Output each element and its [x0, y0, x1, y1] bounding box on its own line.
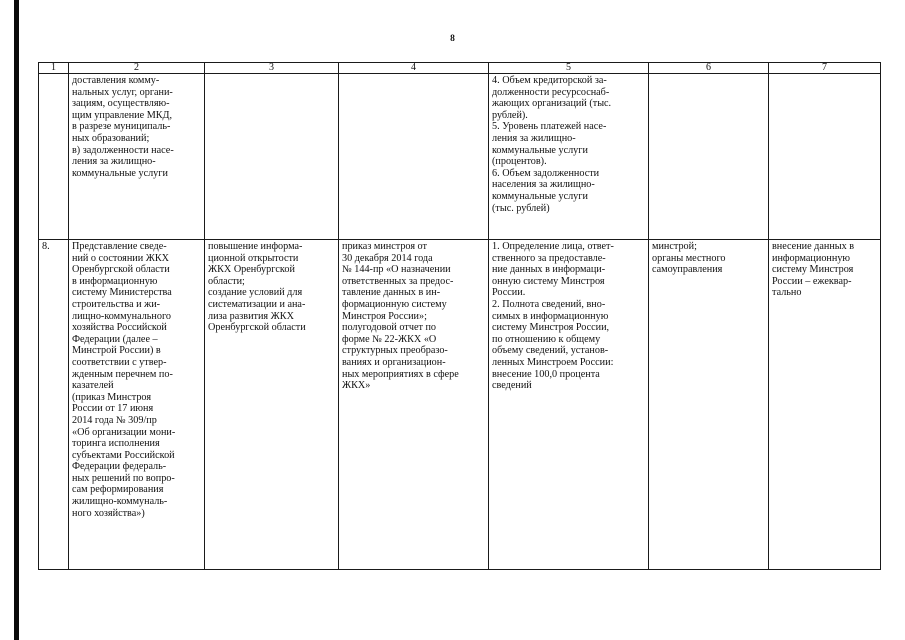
- measure-deadline: [769, 74, 881, 240]
- row-number: [39, 74, 69, 240]
- column-header: 2: [69, 63, 205, 74]
- column-header: 5: [489, 63, 649, 74]
- measure-responsible: [649, 74, 769, 240]
- table-row: [39, 74, 881, 240]
- measure-indicators: 4. Объем кредиторской за- долженности ресурсоснаб- жающих организаций (тыс. рублей). 5. Уровень платежей насе- ления за жилищно- коммунальные услуги (процентов). 6. Объем задолженности населения за жилищно- коммунальные услуги (тыс. рублей): [489, 74, 649, 240]
- measure-goal: [205, 74, 339, 240]
- column-header: 4: [339, 63, 489, 74]
- scan-margin-bar: [14, 0, 19, 640]
- measure-basis: приказ минстроя от 30 декабря 2014 года № 144-пр «О назначении ответственных за предос- тавление данных в ин- формационную систему Минстроя России»; полугодовой отчет по форме № 22-ЖКХ «О структурных преобразо- ваниях и организацион- ных мероприятиях в сфере ЖКХ»: [339, 240, 489, 570]
- measure-description: доставления комму- нальных услуг, органи- зациям, осуществляю- щим управление МКД, в разрезе муниципаль- ных образований; в) задолженности насе- ления за жилищно- коммунальные услуги: [69, 74, 205, 240]
- measure-basis: [339, 74, 489, 240]
- column-header: 6: [649, 63, 769, 74]
- measure-goal: повышение информа- ционной открытости ЖКХ Оренбургской области; создание условий для систематизации и ана- лиза развития ЖКХ Оренбургской области: [205, 240, 339, 570]
- page-number: 8: [450, 34, 455, 44]
- table-row: [39, 240, 881, 570]
- row-number: 8.: [39, 240, 69, 570]
- header-row: [39, 63, 881, 74]
- measure-responsible: минстрой; органы местного самоуправления: [649, 240, 769, 570]
- column-header: 7: [769, 63, 881, 74]
- measure-deadline: внесение данных в информационную систему Минстроя России – ежеквар- тально: [769, 240, 881, 570]
- measures-table: [38, 62, 881, 570]
- column-header: 3: [205, 63, 339, 74]
- measure-indicators: 1. Определение лица, ответ- ственного за предоставле- ние данных в информаци- онную систему Минстроя России. 2. Полнота сведений, вно- симых в информационную систему Минстроя России, по отношению к общему объему сведений, установ- ленных Минстроем России: внесение 100,0 процента сведений: [489, 240, 649, 570]
- column-header: 1: [39, 63, 69, 74]
- measure-description: Представление сведе- ний о состоянии ЖКХ Оренбургской области в информационную систему Министерства строительства и жи- лищно-коммунального хозяйства Российской Федерации (далее – Минстрой России) в соответствии с утвер- жденным перечнем по- казателей (приказ Минстроя России от 17 июня 2014 года № 309/пр «Об организации мони- торинга исполнения субъектами Российской Федерации федераль- ных решений по вопро- сам реформирования жилищно-коммуналь- ного хозяйства»): [69, 240, 205, 570]
